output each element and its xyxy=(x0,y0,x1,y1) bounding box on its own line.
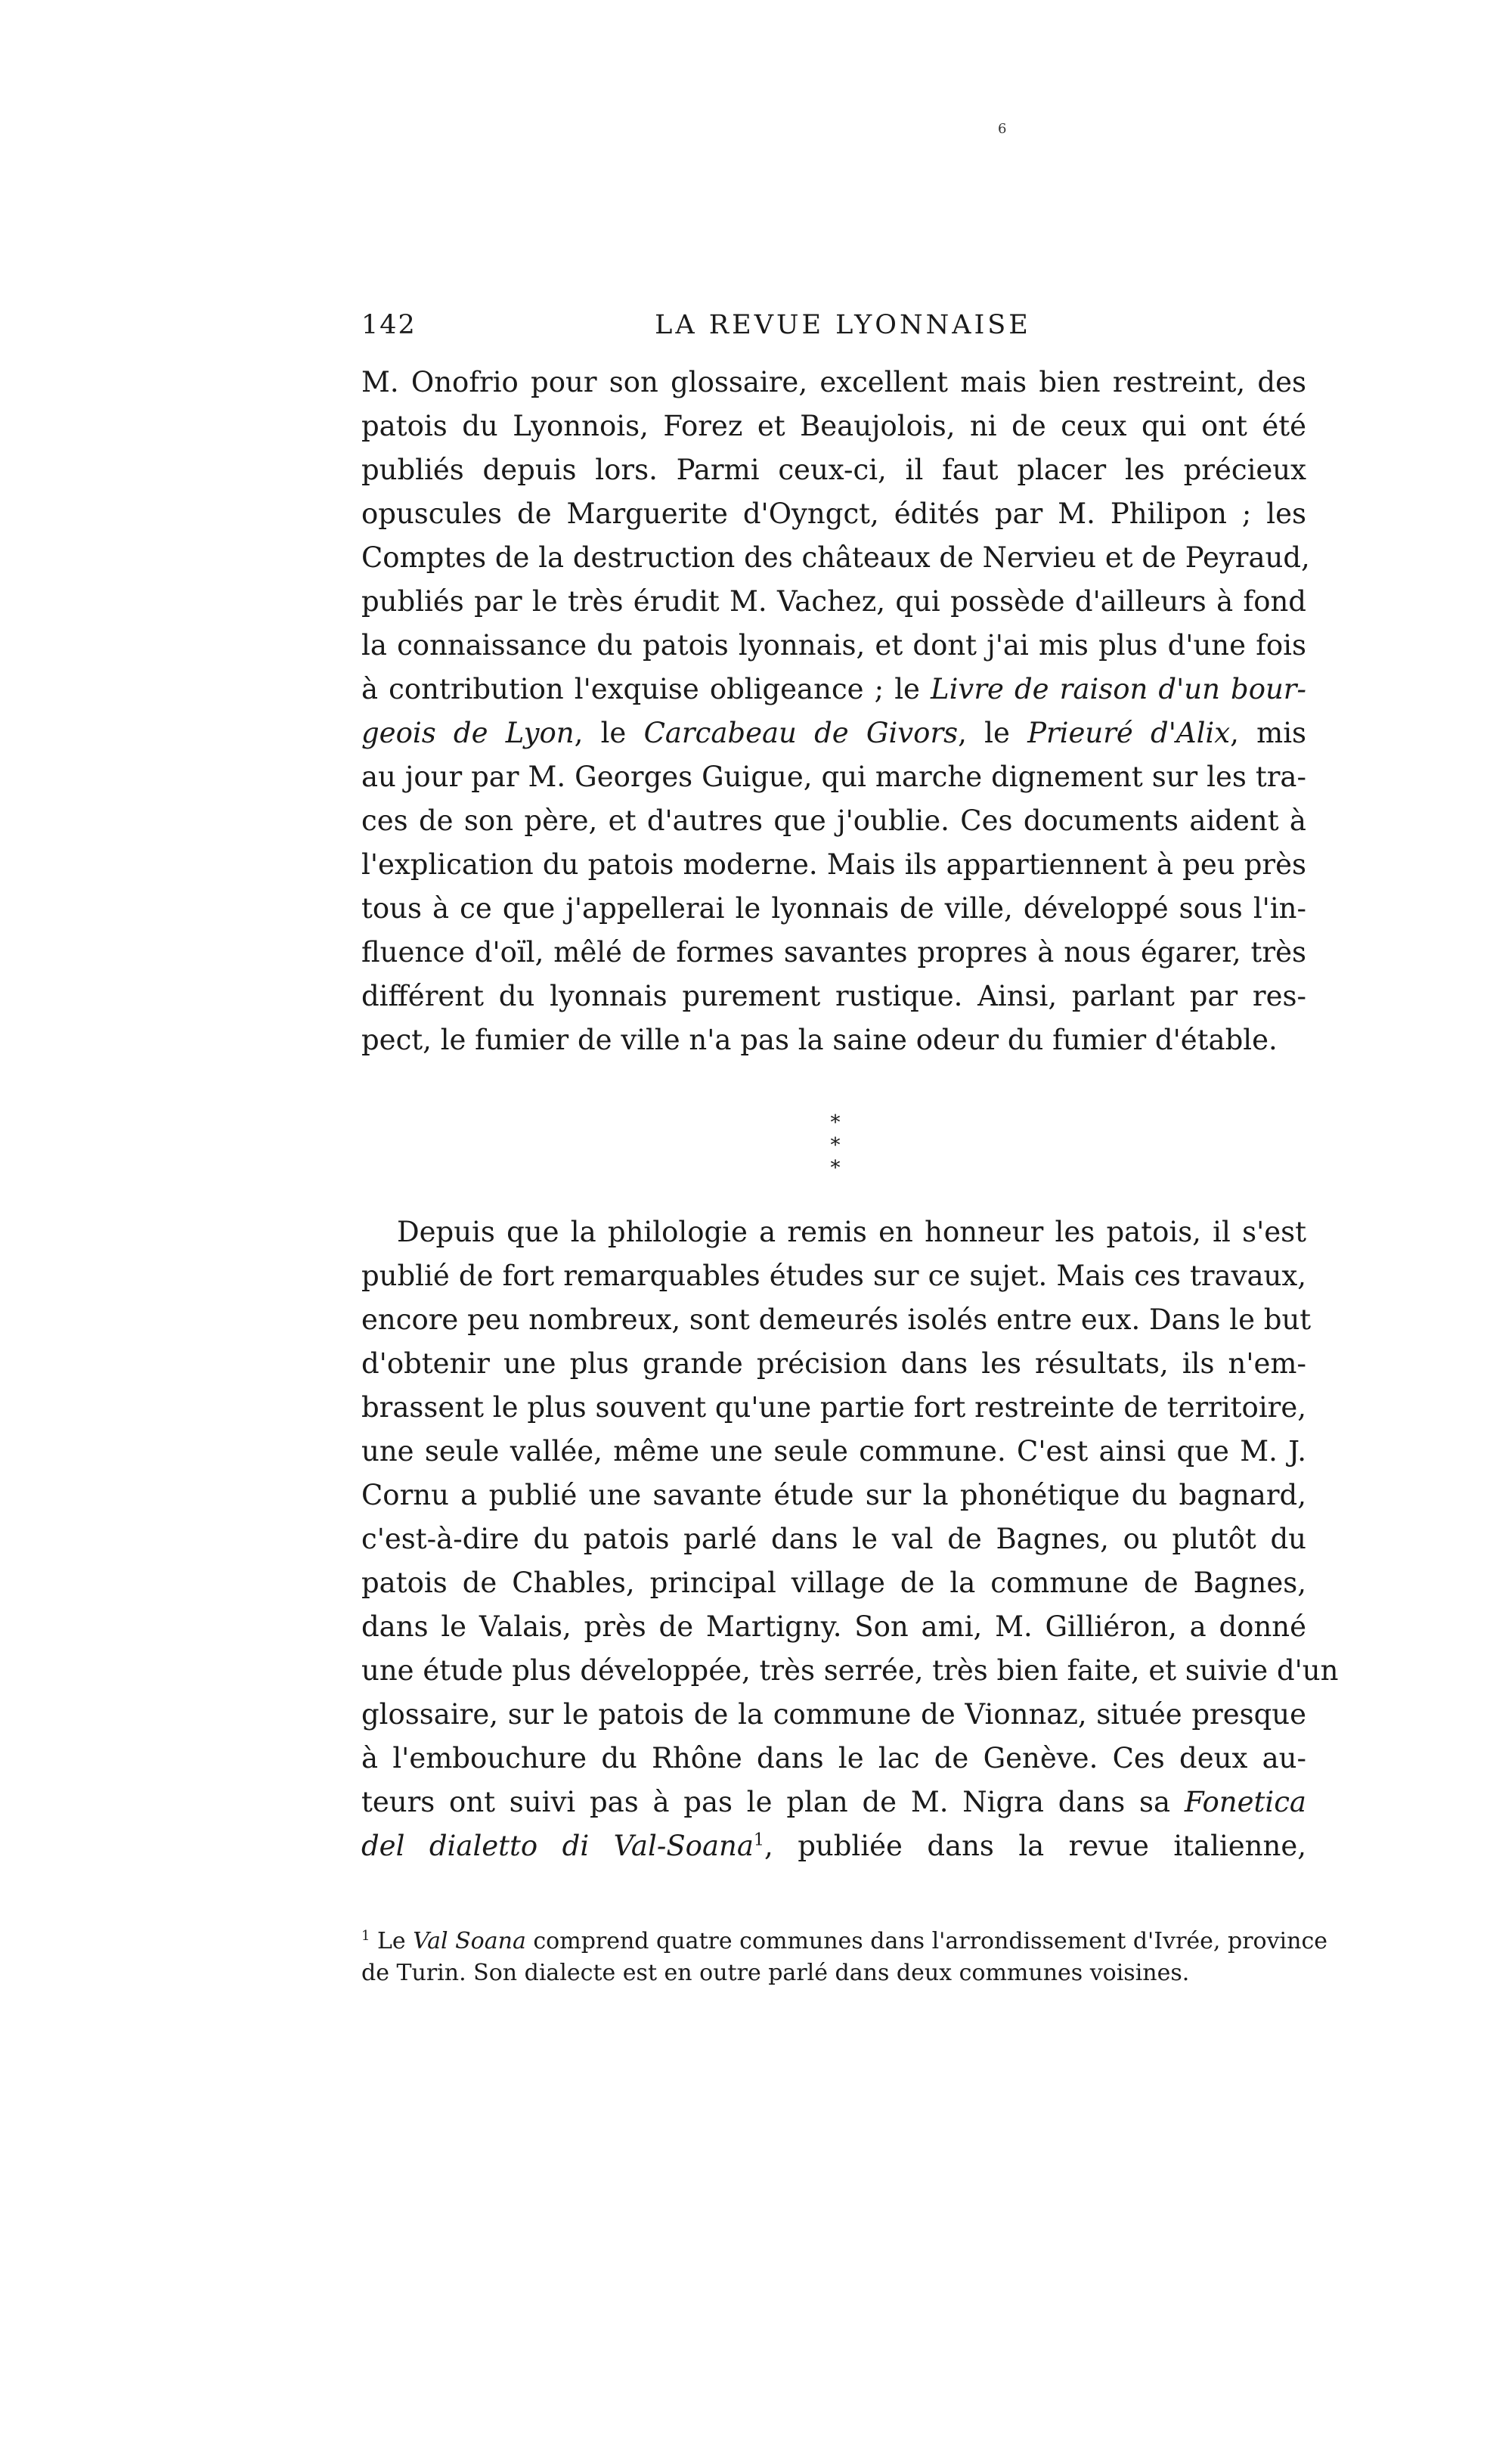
text-line: à l'embouchure du Rhône dans le lac de Genève. Ces deux au- xyxy=(361,1742,1306,1774)
text-run: , le xyxy=(958,717,1028,749)
text-line: Depuis que la philologie a remis en honneur les patois, il s'est xyxy=(397,1216,1306,1248)
footnote-marker: 1 xyxy=(361,1928,370,1944)
text-line: patois du Lyonnois, Forez et Beaujolois, ni de ceux qui ont été xyxy=(361,410,1306,442)
italic-title: Prieuré d'Alix xyxy=(1027,717,1231,749)
text-line: ces de son père, et d'autres que j'oublie. Ces documents aident à xyxy=(361,804,1306,837)
text-run: comprend quatre communes dans l'arrondissement d'Ivrée, province xyxy=(525,1928,1328,1954)
text-run: teurs ont suivi pas à pas le plan de M. Nigra dans sa xyxy=(361,1786,1185,1818)
text-line xyxy=(361,712,1306,755)
text-run: , publiée dans la revue italienne, xyxy=(764,1830,1306,1862)
text-line: glossaire, sur le patois de la commune de Vionnaz, située presque xyxy=(361,1698,1306,1731)
text-line: opuscules de Marguerite d'Oyngct, édités par M. Philipon ; les xyxy=(361,497,1306,530)
section-separator xyxy=(801,1111,869,1179)
text-line xyxy=(361,1781,1306,1824)
text-line: dans le Valais, près de Martigny. Son ami, M. Gilliéron, a donné xyxy=(361,1610,1306,1643)
footnote-line xyxy=(361,1926,1328,1957)
text-line: patois de Chables, principal village de la commune de Bagnes, xyxy=(361,1567,1306,1599)
text-line: une seule vallée, même une seule commune. C'est ainsi que M. J. xyxy=(361,1435,1306,1468)
text-line: Comptes de la destruction des châteaux de Nervieu et de Peyraud, xyxy=(361,541,1310,574)
text-line: Cornu a publié une savante étude sur la phonétique du bagnard, xyxy=(361,1479,1306,1511)
text-run: à contribution l'exquise obligeance ; le xyxy=(361,673,931,705)
text-line: fluence d'oïl, mêlé de formes savantes propres à nous égarer, très xyxy=(361,936,1306,969)
text-line: publié de fort remarquables études sur ce sujet. Mais ces travaux, xyxy=(361,1260,1306,1292)
italic-title: del dialetto di Val-Soana xyxy=(361,1830,754,1862)
text-line: pect, le fumier de ville n'a pas la saine odeur du fumier d'étable. xyxy=(361,1024,1278,1056)
text-line: d'obtenir une plus grande précision dans les résultats, ils n'em- xyxy=(361,1347,1306,1380)
footnote-ref: 1 xyxy=(753,1830,765,1850)
text-line: la connaissance du patois lyonnais, et dont j'ai mis plus d'une fois xyxy=(361,629,1306,662)
text-line: une étude plus développée, très serrée, très bien faite, et suivie d'un xyxy=(361,1654,1339,1687)
page-number: 142 xyxy=(361,310,417,340)
italic-title: Fonetica xyxy=(1184,1786,1306,1818)
text-line: différent du lyonnais purement rustique. Ainsi, parlant par res- xyxy=(361,980,1306,1012)
page-header xyxy=(361,304,1324,349)
text-line: l'explication du patois moderne. Mais ils appartiennent à peu près xyxy=(361,848,1306,881)
italic-title: Carcabeau de Givors xyxy=(643,717,959,749)
text-run: Le xyxy=(370,1928,414,1954)
asterism-top: * xyxy=(830,1111,841,1134)
text-line: brassent le plus souvent qu'une partie fort restreinte de territoire, xyxy=(361,1391,1306,1424)
corner-mark: 6 xyxy=(998,121,1007,137)
text-line: M. Onofrio pour son glossaire, excellent mais bien restreint, des xyxy=(361,366,1306,398)
text-line xyxy=(361,1825,1306,1867)
text-run: , le xyxy=(574,717,644,749)
running-title: LA REVUE LYONNAISE xyxy=(655,310,1031,340)
asterism-bottom: * * xyxy=(830,1134,854,1179)
italic-title: geois de Lyon xyxy=(361,717,575,749)
text-line: c'est-à-dire du patois parlé dans le val de Bagnes, ou plutôt du xyxy=(361,1523,1306,1555)
text-line: au jour par M. Georges Guigue, qui marche dignement sur les tra- xyxy=(361,761,1306,793)
footnote-line: de Turin. Son dialecte est en outre parlé dans deux communes voisines. xyxy=(361,1960,1190,1986)
text-line: tous à ce que j'appellerai le lyonnais de ville, développé sous l'in- xyxy=(361,892,1306,925)
italic-title: Livre de raison d'un bour- xyxy=(931,673,1306,705)
text-run: , mis xyxy=(1230,717,1307,749)
text-line: publiés par le très érudit M. Vachez, qui possède d'ailleurs à fond xyxy=(361,585,1306,618)
text-line: publiés depuis lors. Parmi ceux-ci, il faut placer les précieux xyxy=(361,454,1306,486)
italic-title: Val Soana xyxy=(413,1928,526,1954)
text-line: encore peu nombreux, sont demeurés isolés entre eux. Dans le but xyxy=(361,1303,1312,1336)
text-line xyxy=(361,668,1306,711)
